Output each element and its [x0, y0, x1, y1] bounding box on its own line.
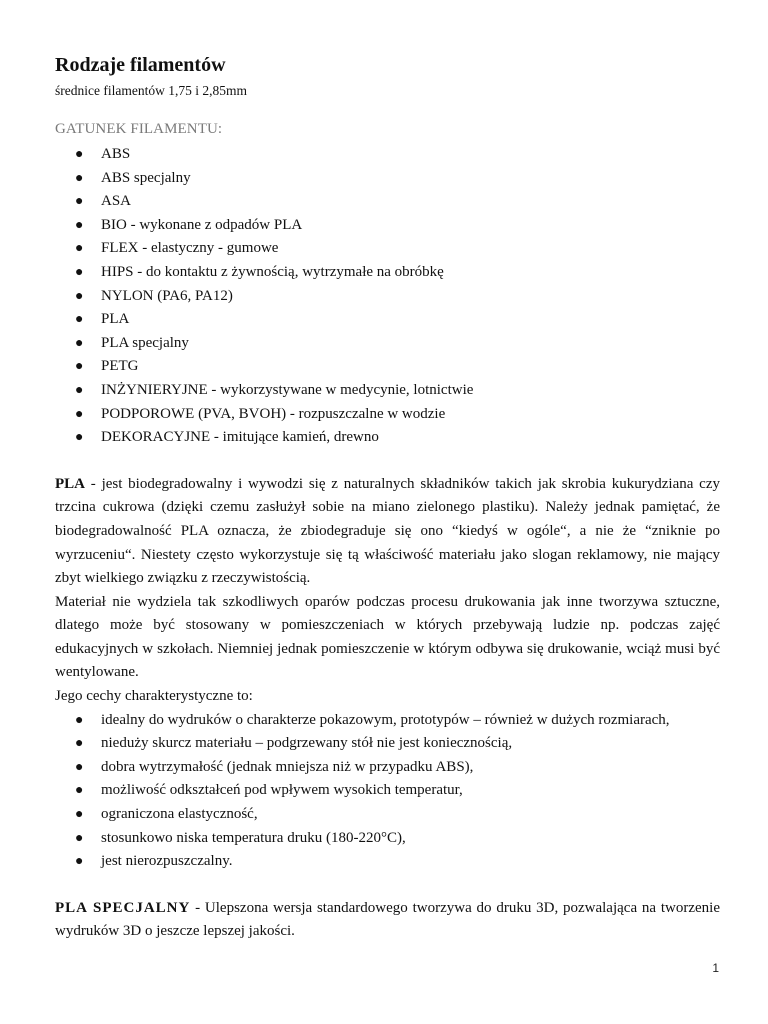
- filament-type-item-text: HIPS - do kontaktu z żywnością, wytrzymałe na obróbkę: [101, 263, 444, 280]
- bullet-dot-icon: ●: [75, 217, 84, 233]
- filament-type-item: [55, 190, 720, 214]
- pla-feature-item-text: możliwość odkształceń pod wpływem wysokich temperatur,: [101, 782, 463, 799]
- filament-type-item: [55, 143, 720, 167]
- pla-text-1: - jest biodegradowalny i wywodzi się z naturalnych składników takich jak skrobia kukurydziana czy trzcina cukrowa (dzięki czemu zasłużył sobie na miano zielonego plastiku). Należy jednak pamiętać, że biodegradowalność PLA oznacza, że zbiodegraduje się ono “kiedyś w ogóle“, a nie że “zniknie po wyrzuceniu“. Niestety często wykorzystuje się tą właściwość materiału jako slogan reklamowy, nie mający zbyt wielkiego związku z rzeczywistością.: [55, 475, 720, 587]
- pla-special-paragraph: [55, 897, 720, 944]
- bullet-dot-icon: ●: [75, 807, 84, 823]
- filament-type-item-text: ASA: [101, 193, 132, 210]
- filament-type-item: [55, 426, 720, 450]
- bullet-dot-icon: ●: [75, 783, 84, 799]
- filament-type-item: [55, 214, 720, 238]
- bullet-dot-icon: ●: [75, 241, 84, 257]
- filament-type-item-text: FLEX - elastyczny - gumowe: [101, 240, 279, 257]
- filament-type-item: [55, 308, 720, 332]
- bullet-dot-icon: ●: [75, 736, 84, 752]
- filament-type-item: [55, 261, 720, 285]
- filament-type-item: [55, 167, 720, 191]
- pla-feature-item: [55, 709, 720, 733]
- pla-feature-item: [55, 756, 720, 780]
- section-label: GATUNEK FILAMENTU:: [55, 121, 223, 137]
- filament-type-item-text: NYLON (PA6, PA12): [101, 287, 233, 304]
- filament-type-list: [55, 143, 720, 450]
- filament-type-item: [55, 355, 720, 379]
- filament-type-item-text: ABS specjalny: [101, 169, 191, 186]
- filament-type-item-text: PLA: [101, 311, 130, 328]
- filament-type-item-text: PETG: [101, 358, 139, 375]
- filament-type-item-text: ABS: [101, 146, 131, 162]
- filament-type-item-text: BIO - wykonane z odpadów PLA: [101, 216, 303, 233]
- bullet-dot-icon: ●: [75, 335, 84, 351]
- pla-feature-item: [55, 827, 720, 851]
- pla-feature-item: [55, 803, 720, 827]
- filament-type-item: [55, 285, 720, 309]
- pla-feature-item-text: dobra wytrzymałość (jednak mniejsza niż w przypadku ABS),: [101, 758, 474, 775]
- filament-type-item: [55, 379, 720, 403]
- filament-type-item-text: PODPOROWE (PVA, BVOH) - rozpuszczalne w wodzie: [101, 405, 446, 422]
- pla-paragraph: [55, 473, 720, 591]
- document-title: Rodzaje filamentów: [55, 54, 226, 76]
- bullet-dot-icon: ●: [75, 312, 84, 328]
- document-subtitle: średnice filamentów 1,75 i 2,85mm: [55, 83, 247, 98]
- pla-feature-item: [55, 850, 720, 874]
- filament-type-item: [55, 332, 720, 356]
- bullet-dot-icon: ●: [75, 830, 84, 846]
- filament-type-item-text: INŻYNIERYJNE - wykorzystywane w medycynie, lotnictwie: [101, 381, 474, 398]
- pla-feature-item: [55, 732, 720, 756]
- pla-feature-item-text: ograniczona elastyczność,: [101, 806, 258, 823]
- bullet-dot-icon: ●: [75, 147, 84, 162]
- pla-special-text: - Ulepszona wersja standardowego tworzywa do druku 3D, pozwalająca na tworzenie wydruków 3D o jeszcze lepszej jakości.: [55, 899, 720, 940]
- bullet-dot-icon: ●: [75, 712, 84, 728]
- pla-special-lead: PLA SPECJALNY: [55, 899, 191, 916]
- pla-feature-item-text: stosunkowo niska temperatura druku (180-220°C),: [101, 829, 406, 846]
- page-number: 1: [712, 961, 719, 975]
- bullet-dot-icon: ●: [75, 170, 84, 186]
- pla-feature-item-text: idealny do wydruków o charakterze pokazowym, prototypów – również w dużych rozmiarach,: [101, 711, 670, 728]
- bullet-dot-icon: ●: [75, 264, 84, 280]
- filament-type-item: [55, 237, 720, 261]
- pla-features-intro: Jego cechy charakterystyczne to:: [55, 688, 253, 705]
- filament-type-item-text: PLA specjalny: [101, 334, 189, 351]
- bullet-dot-icon: ●: [75, 288, 84, 304]
- document-page: [55, 52, 720, 944]
- bullet-dot-icon: ●: [75, 194, 84, 210]
- filament-type-item: [55, 403, 720, 427]
- bullet-dot-icon: ●: [75, 759, 84, 775]
- bullet-dot-icon: ●: [75, 430, 84, 446]
- bullet-dot-icon: ●: [75, 382, 84, 398]
- pla-lead: PLA: [55, 475, 85, 492]
- pla-feature-list: [55, 709, 720, 874]
- filament-type-item-text: DEKORACYJNE - imitujące kamień, drewno: [101, 429, 379, 446]
- bullet-dot-icon: ●: [75, 854, 84, 870]
- pla-feature-item: [55, 779, 720, 803]
- pla-paragraph-2: Materiał nie wydziela tak szkodliwych oparów podczas procesu drukowania jak inne tworzywa sztuczne, dlatego może być stosowany w pomieszczeniach w których przebywają ludzie np. podczas zajęć edukacyjnych w szkołach. Niemniej jednak pomieszczenie w którym odbywa się drukowanie, wciąż musi być wentylowane.: [55, 593, 720, 681]
- bullet-dot-icon: ●: [75, 406, 84, 422]
- pla-feature-item-text: nieduży skurcz materiału – podgrzewany stół nie jest koniecznością,: [101, 735, 513, 752]
- bullet-dot-icon: ●: [75, 359, 84, 375]
- pla-feature-item-text: jest nierozpuszczalny.: [101, 853, 233, 870]
